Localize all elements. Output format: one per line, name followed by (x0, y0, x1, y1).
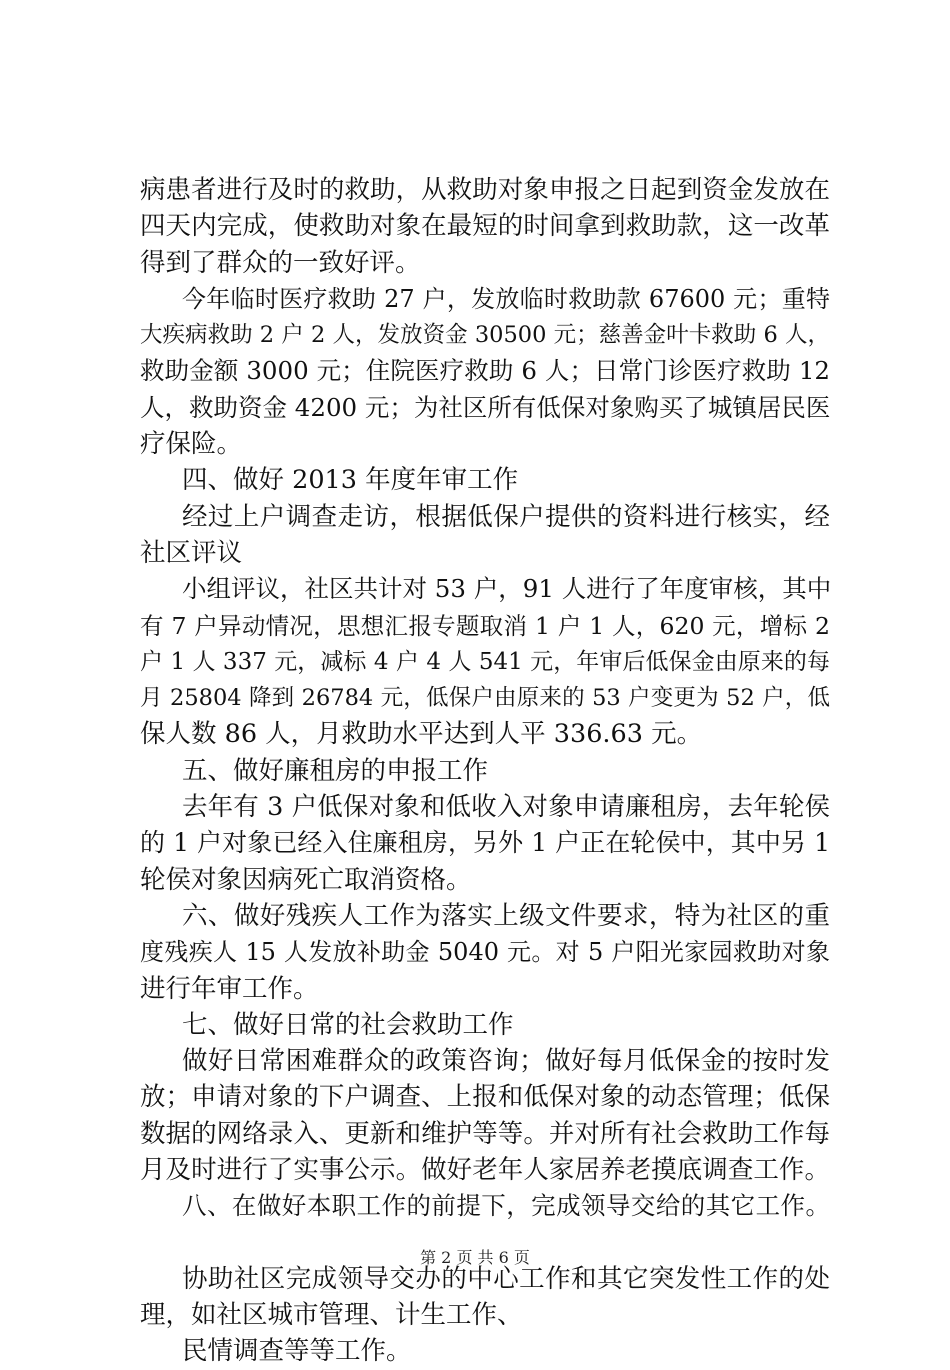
text-line: 救助金额 3000 元；住院医疗救助 6 人；日常门诊医疗救助 12 (140, 356, 830, 386)
page-number-label: 第 2 页 共 6 页 (420, 1248, 530, 1267)
text-line: 轮侯对象因病死亡取消资格。 (140, 864, 472, 895)
text-line: 度残疾人 15 人发放补助金 5040 元。对 5 户阳光家园救助对象 (140, 938, 830, 967)
text-line: 六、做好残疾人工作为落实上级文件要求，特为社区的重 (182, 900, 830, 931)
text-line: 做好日常困难群众的政策咨询；做好每月低保金的按时发 (182, 1046, 830, 1077)
text-line: 月及时进行了实事公示。做好老年人家居养老摸底调查工作。 (140, 1155, 830, 1186)
text-line: 去年有 3 户低保对象和低收入对象申请廉租房，去年轮侯 (182, 792, 830, 823)
text-line: 今年临时医疗救助 27 户，发放临时救助款 67600 元；重特 (182, 284, 830, 313)
text-line: 放；申请对象的下户调查、上报和低保对象的动态管理；低保 (140, 1082, 830, 1113)
text-line: 八、在做好本职工作的前提下，完成领导交给的其它工作。 (182, 1191, 830, 1221)
text-line: 进行年审工作。 (140, 973, 319, 1004)
text-line: 大疾病救助 2 户 2 人，发放资金 30500 元；慈善金叶卡救助 6 人， (140, 322, 830, 349)
text-line: 数据的网络录入、更新和维护等等。并对所有社会救助工作每 (140, 1118, 830, 1149)
text-line: 病患者进行及时的救助，从救助对象申报之日起到资金发放在 (140, 175, 830, 205)
text-line: 四天内完成，使救助对象在最短的时间拿到救助款，这一改革 (140, 211, 830, 242)
text-line: 小组评议，社区共计对 53 户，91 人进行了年度审核，其中 (182, 574, 832, 604)
text-line: 月 25804 降到 26784 元，低保户由原来的 53 户变更为 52 户，低 (140, 685, 830, 712)
text-line: 保人数 86 人，月救助水平达到人平 336.63 元。 (140, 719, 703, 750)
text-line: 得到了群众的一致好评。 (140, 247, 421, 278)
text-line: 七、做好日常的社会救助工作 (182, 1009, 514, 1040)
text-line: 民情调查等等工作。 (182, 1336, 412, 1367)
text-line: 有 7 户异动情况，思想汇报专题取消 1 户 1 人，620 元，增标 2 (140, 611, 830, 640)
text-line: 的 1 户对象已经入住廉租房，另外 1 户正在轮侯中，其中另 1 (140, 828, 830, 858)
text-line: 人，救助资金 4200 元；为社区所有低保对象购买了城镇居民医 (140, 392, 831, 422)
text-line: 协助社区完成领导交办的中心工作和其它突发性工作的处 (182, 1263, 830, 1294)
text-line: 户 1 人 337 元，减标 4 户 4 人 541 元，年审后低保金由原来的每 (140, 648, 830, 675)
text-line: 经过上户调查走访，根据低保户提供的资料进行核实，经 (182, 501, 830, 532)
page-footer (0, 1245, 950, 1268)
text-line: 社区评议 (140, 537, 243, 568)
text-line: 四、做好 2013 年度年审工作 (182, 465, 519, 496)
document-body (140, 172, 830, 1370)
text-line: 理，如社区城市管理、计生工作、 (140, 1299, 523, 1330)
text-line: 疗保险。 (140, 429, 243, 460)
text-line: 五、做好廉租房的申报工作 (182, 755, 489, 786)
